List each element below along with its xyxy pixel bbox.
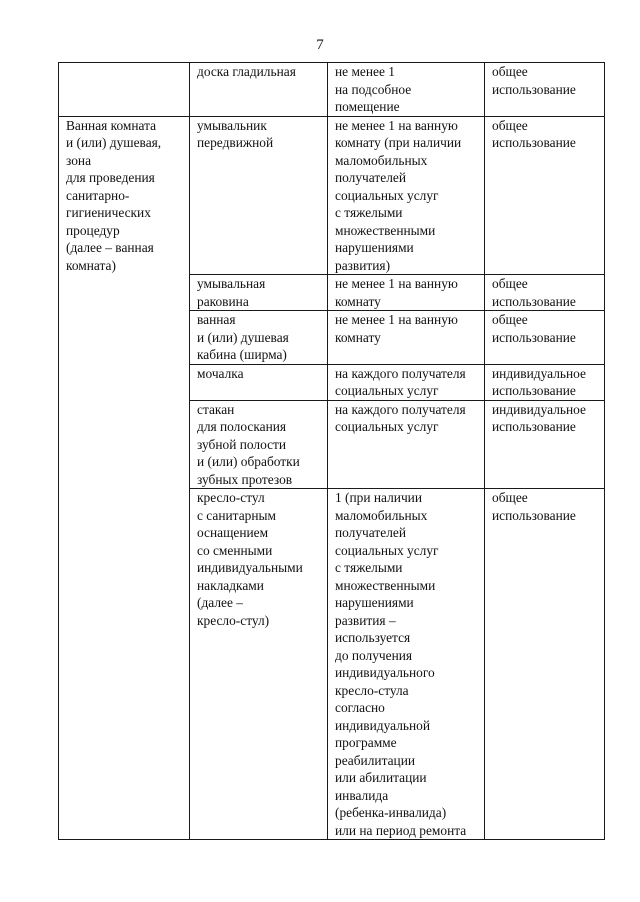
item-cell: доска гладильная: [190, 63, 328, 117]
quantity-cell: не менее 1 на подсобное помещение: [328, 63, 485, 117]
quantity-cell: не менее 1 на ванную комнату (при наличии маломобильных получателей социальных услуг с тяжелыми множественными нарушениями развития): [328, 116, 485, 275]
quantity-cell: не менее 1 на ванную комнату: [328, 311, 485, 365]
quantity-cell: 1 (при наличии маломобильных получателей социальных услуг с тяжелыми множественными нарушениями развития – используется до получения индивидуального кресло-стула согласно индивидуальной программе реабилитации или абилитации инвалида (ребенка-инвалида) или на период ремонта: [328, 489, 485, 840]
usage-cell: общее использование: [485, 63, 605, 117]
page-number: 7: [316, 37, 324, 53]
item-cell: ванная и (или) душевая кабина (ширма): [190, 311, 328, 365]
usage-cell: общее использование: [485, 116, 605, 275]
usage-cell: общее использование: [485, 489, 605, 840]
item-cell: кресло-стул с санитарным оснащением со сменными индивидуальными накладками (далее – кресло-стул): [190, 489, 328, 840]
quantity-cell: на каждого получателя социальных услуг: [328, 400, 485, 489]
item-cell: стакан для полоскания зубной полости и (или) обработки зубных протезов: [190, 400, 328, 489]
zone-cell: [59, 63, 190, 117]
usage-cell: общее использование: [485, 311, 605, 365]
table-row: [59, 63, 605, 117]
usage-cell: индивидуальное использование: [485, 364, 605, 400]
table-row: [59, 116, 605, 275]
item-cell: умывальник передвижной: [190, 116, 328, 275]
item-cell: умывальная раковина: [190, 275, 328, 311]
item-cell: мочалка: [190, 364, 328, 400]
quantity-cell: не менее 1 на ванную комнату: [328, 275, 485, 311]
quantity-cell: на каждого получателя социальных услуг: [328, 364, 485, 400]
usage-cell: общее использование: [485, 275, 605, 311]
zone-cell: Ванная комната и (или) душевая, зона для проведения санитарно- гигиенических процедур (далее – ванная комната): [59, 116, 190, 840]
usage-cell: индивидуальное использование: [485, 400, 605, 489]
equipment-table: [58, 62, 605, 840]
